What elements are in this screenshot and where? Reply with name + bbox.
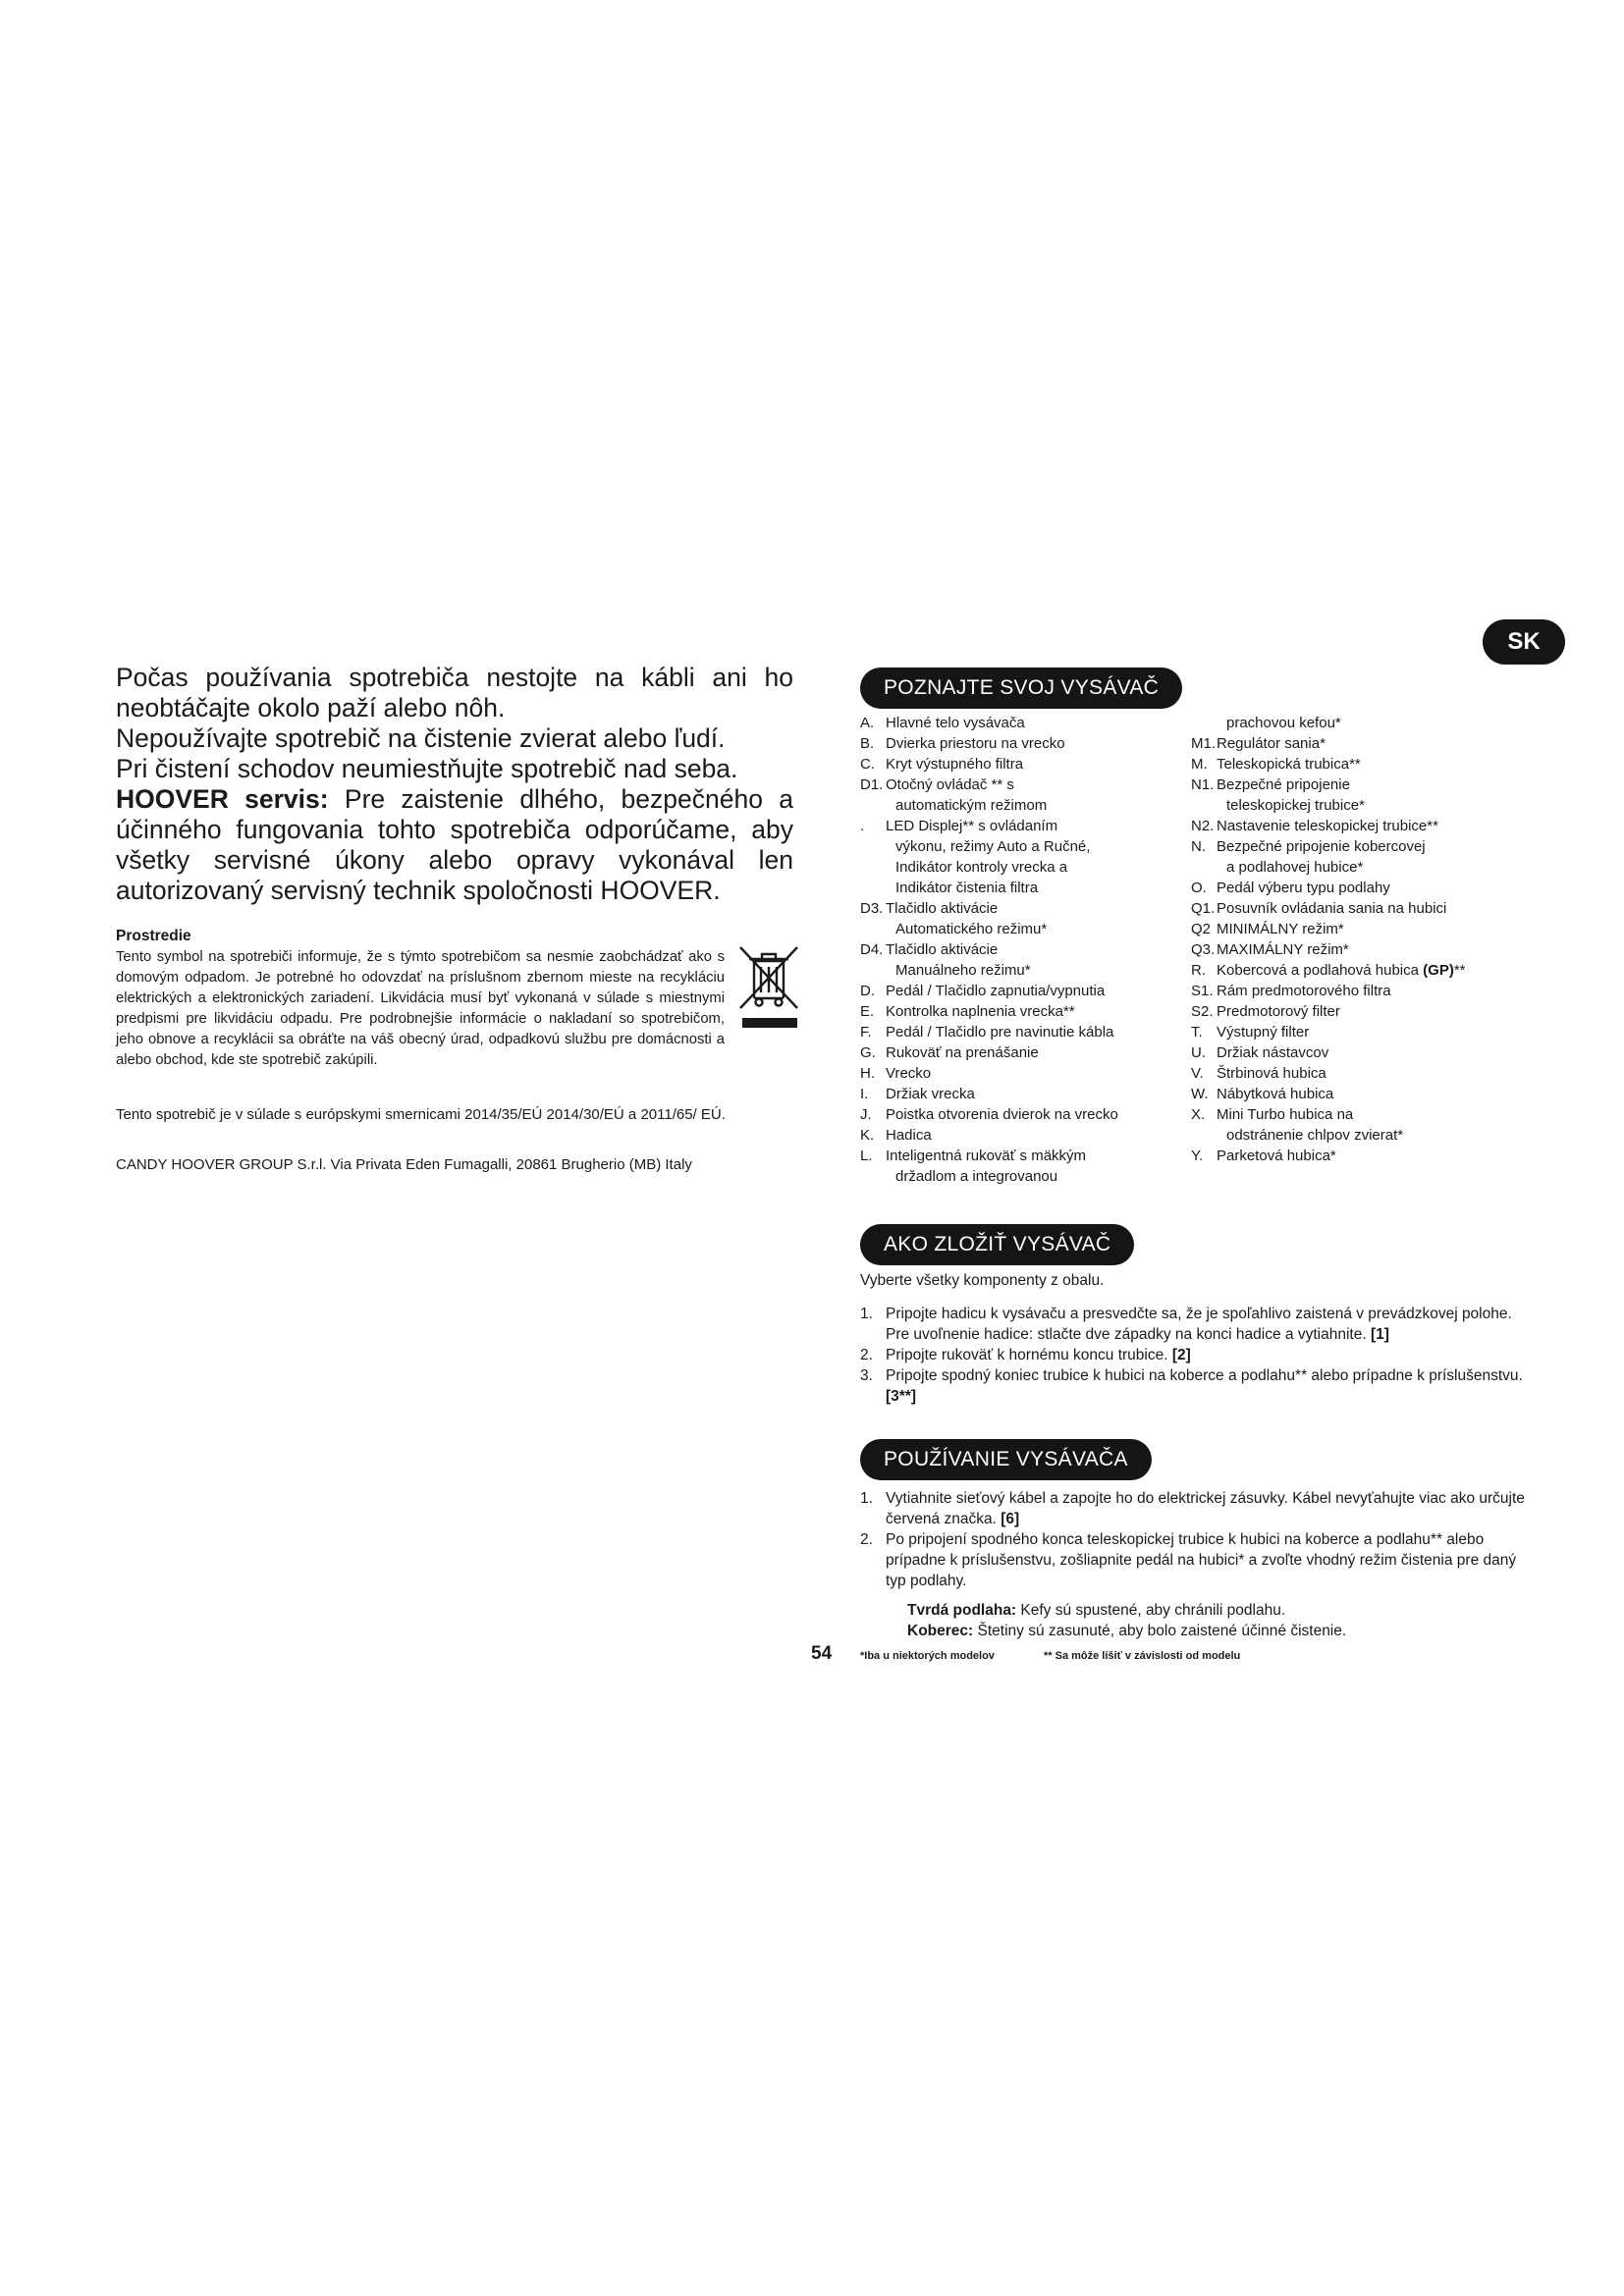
footnote-some-models: *Iba u niektorých modelov <box>860 1650 995 1662</box>
part-label <box>886 898 998 919</box>
use-steps <box>860 1488 1538 1591</box>
part-code: Q1. <box>1191 900 1216 917</box>
parts-list-right <box>1191 713 1544 1166</box>
part-code <box>860 795 886 816</box>
step-text: Vytiahnite sieťový kábel a zapojte ho do elektrickej zásuvky. Kábel nevyťahujte viac ako určujte červená značka. <box>886 1490 1525 1527</box>
step-number: 1. <box>860 1490 873 1507</box>
weee-bin-icon <box>734 941 805 1032</box>
part-code: M. <box>1191 756 1208 773</box>
part-text: Hadica <box>886 1127 932 1144</box>
part-item <box>1191 816 1544 836</box>
part-label <box>1217 1042 1328 1063</box>
section-assemble: AKO ZLOŽIŤ VYSÁVAČ <box>860 1224 1134 1265</box>
part-text: Indikátor čistenia filtra <box>895 880 1039 896</box>
part-item <box>860 774 1194 795</box>
part-label <box>886 939 998 960</box>
part-item <box>860 713 1194 733</box>
step-number: 1. <box>860 1306 873 1322</box>
part-label <box>1217 795 1365 816</box>
part-text: Výstupný filter <box>1217 1024 1310 1041</box>
part-code <box>860 836 886 857</box>
part-label <box>1217 774 1350 795</box>
part-label <box>1217 919 1344 939</box>
environment-section <box>116 947 793 1071</box>
part-code: Q3. <box>1191 941 1216 958</box>
figure-reference: [2] <box>1171 1347 1191 1363</box>
part-text: Rám predmotorového filtra <box>1217 983 1391 999</box>
step-body <box>886 1304 1538 1345</box>
part-label <box>1217 939 1349 960</box>
step-text: Po pripojení spodného konca teleskopickej trubice k hubici na koberce a podlahu** alebo prípadne k príslušenstvu, zošliapnite pedál na hubici* a zvoľte vhodný režim čistenia pre daný typ podlahy. <box>886 1531 1517 1589</box>
part-label <box>1217 1022 1309 1042</box>
part-label <box>886 1084 975 1104</box>
service-text: Pre zaistenie dlhého, bezpečného a účinného fungovania tohto spotrebiča odporúčame, aby všetky servisné úkony alebo opravy vykonával len autorizovaný servisný technik spoločnosti HOOVER. <box>116 784 793 905</box>
part-text: Nábytková hubica <box>1217 1086 1334 1102</box>
part-text: teleskopickej trubice* <box>1226 797 1365 814</box>
part-label <box>886 1166 1057 1187</box>
hard-floor-line <box>860 1600 1538 1621</box>
step-text: Pripojte rukoväť k hornému koncu trubice. <box>886 1347 1168 1363</box>
warning-cable: Počas používania spotrebiča nestojte na kábli ani ho neobtáčajte okolo paží alebo nôh. <box>116 663 793 722</box>
step-body <box>886 1365 1538 1407</box>
part-item <box>1191 1084 1544 1104</box>
part-label <box>886 754 1023 774</box>
part-item <box>1191 919 1544 939</box>
part-code <box>1191 713 1217 733</box>
part-code <box>1191 857 1217 878</box>
part-code: D1. <box>860 776 884 793</box>
part-code: Q2 <box>1191 921 1212 937</box>
part-code: H. <box>860 1065 875 1082</box>
part-code: X. <box>1191 1106 1206 1123</box>
part-item <box>1191 960 1544 981</box>
part-code <box>860 1166 886 1187</box>
section-using: POUŽÍVANIE VYSÁVAČA <box>860 1439 1152 1480</box>
part-text: Kobercová a podlahová hubica <box>1217 962 1419 979</box>
part-code <box>860 919 886 939</box>
part-code: D. <box>860 983 875 999</box>
part-item <box>1191 939 1544 960</box>
part-text: prachovou kefou* <box>1226 715 1341 731</box>
part-text: automatickým režimom <box>895 797 1048 814</box>
part-text: Otočný ovládač ** s <box>886 776 1014 793</box>
part-item <box>860 733 1194 754</box>
step-body <box>886 1488 1538 1529</box>
part-label <box>886 1001 1075 1022</box>
part-code: M1. <box>1191 735 1217 752</box>
part-code: I. <box>860 1086 869 1102</box>
part-item <box>860 1104 1194 1125</box>
part-item <box>1191 795 1544 816</box>
part-label <box>1217 1125 1403 1146</box>
carpet-text: Štetiny sú zasunuté, aby bolo zaistené účinné čistenie. <box>977 1623 1347 1639</box>
part-text: Vrecko <box>886 1065 932 1082</box>
hard-floor-label: Tvrdá podlaha: <box>907 1602 1017 1619</box>
part-text: Dvierka priestoru na vrecko <box>886 735 1065 752</box>
part-item <box>1191 1125 1544 1146</box>
figure-reference: [1] <box>1370 1326 1389 1343</box>
carpet-label: Koberec: <box>907 1623 974 1639</box>
part-item <box>860 1022 1194 1042</box>
part-text: odstránenie chlpov zvierat* <box>1226 1127 1404 1144</box>
part-text: Parketová hubica* <box>1217 1148 1336 1164</box>
part-code: F. <box>860 1024 872 1041</box>
part-item <box>860 878 1194 898</box>
part-code: J. <box>860 1106 872 1123</box>
part-label <box>886 857 1067 878</box>
part-label <box>886 1125 932 1146</box>
part-text: Nastavenie teleskopickej trubice** <box>1217 818 1438 834</box>
part-item <box>860 1001 1194 1022</box>
part-label <box>886 1104 1118 1125</box>
part-code: V. <box>1191 1065 1204 1082</box>
part-text: Posuvník ovládania sania na hubici <box>1217 900 1447 917</box>
part-text: Pedál / Tlačidlo pre navinutie kábla <box>886 1024 1114 1041</box>
part-text: Inteligentná rukoväť s mäkkým <box>886 1148 1087 1164</box>
part-code: O. <box>1191 880 1207 896</box>
part-label <box>886 1146 1086 1166</box>
part-item <box>1191 981 1544 1001</box>
environment-text: Tento symbol na spotrebiči informuje, že s týmto spotrebičom sa nesmie zaobchádzať ako s domovým odpadom. Je potrebné ho odovzdať na príslušnom zbernom mieste na recykláciu elektrických a elektronických zariadení. Likvidácia musí byť vykonaná v súlade s miestnymi predpismi pre likvidáciu odpadu. Pre podrobnejšie informácie o nakladaní so spotrebičom, jeho obnove a recyklácii sa obráťte na váš obecný úrad, odpadkovú službu pre domácnosti a alebo obchod, kde ste spotrebič zakúpili. <box>116 949 725 1068</box>
part-item <box>860 795 1194 816</box>
step-number: 2. <box>860 1531 873 1548</box>
part-text: Držiak vrecka <box>886 1086 975 1102</box>
part-item <box>1191 733 1544 754</box>
part-label <box>886 713 1025 733</box>
part-item <box>1191 774 1544 795</box>
part-item <box>860 919 1194 939</box>
part-text: Bezpečné pripojenie <box>1217 776 1350 793</box>
part-code <box>860 960 886 981</box>
part-bold-code: (GP) <box>1423 962 1454 979</box>
part-text: Manuálneho režimu* <box>895 962 1031 979</box>
part-code: N. <box>1191 838 1206 855</box>
part-item <box>1191 1146 1544 1166</box>
part-label <box>886 795 1047 816</box>
part-item <box>860 981 1194 1001</box>
step-body <box>886 1345 1538 1365</box>
part-label <box>1217 836 1426 857</box>
part-item <box>860 1146 1194 1166</box>
part-text: MAXIMÁLNY režim* <box>1217 941 1349 958</box>
part-code: G. <box>860 1044 876 1061</box>
floor-modes <box>860 1600 1538 1641</box>
part-label <box>886 733 1065 754</box>
part-item <box>860 939 1194 960</box>
part-label <box>1217 1084 1333 1104</box>
part-item <box>860 857 1194 878</box>
part-item <box>1191 754 1544 774</box>
company-address: CANDY HOOVER GROUP S.r.l. Via Privata Eden Fumagalli, 20861 Brugherio (MB) Italy <box>116 1156 692 1173</box>
part-label <box>1217 1146 1336 1166</box>
part-code <box>860 878 886 898</box>
part-item <box>860 1125 1194 1146</box>
part-code: K. <box>860 1127 875 1144</box>
compliance-text: Tento spotrebič je v súlade s európskymi smernicami 2014/35/EÚ 2014/30/EÚ a 2011/65/ EÚ. <box>116 1106 726 1123</box>
part-code: T. <box>1191 1024 1203 1041</box>
part-label <box>1217 857 1363 878</box>
section-know-your-vacuum: POZNAJTE SVOJ VYSÁVAČ <box>860 667 1182 709</box>
part-code: E. <box>860 1003 875 1020</box>
part-text: Automatického režimu* <box>895 921 1048 937</box>
part-item <box>860 1084 1194 1104</box>
step-number: 3. <box>860 1367 873 1384</box>
part-item <box>860 836 1194 857</box>
part-text: Indikátor kontroly vrecka a <box>895 859 1068 876</box>
part-item <box>1191 1104 1544 1125</box>
parts-list-left <box>860 713 1194 1187</box>
assemble-intro: Vyberte všetky komponenty z obalu. <box>860 1272 1105 1289</box>
part-text: Hlavné telo vysávača <box>886 715 1025 731</box>
part-label <box>1217 960 1466 981</box>
warning-stairs: Pri čistení schodov neumiestňujte spotrebič nad seba. <box>116 754 738 783</box>
part-code: C. <box>860 756 875 773</box>
part-label <box>886 919 1047 939</box>
step-body <box>886 1529 1538 1591</box>
carpet-line <box>860 1621 1538 1641</box>
part-code: A. <box>860 715 875 731</box>
safety-warnings <box>116 663 793 906</box>
part-code: L. <box>860 1148 873 1164</box>
part-code: B. <box>860 735 875 752</box>
part-item <box>860 898 1194 919</box>
part-code <box>1191 795 1217 816</box>
part-text: Kryt výstupného filtra <box>886 756 1024 773</box>
language-badge: SK <box>1483 619 1565 665</box>
part-item <box>860 816 1194 836</box>
part-label <box>1217 1104 1353 1125</box>
part-label <box>1217 816 1438 836</box>
part-label <box>886 1022 1113 1042</box>
part-label <box>886 774 1014 795</box>
part-label <box>1217 733 1326 754</box>
part-text: držadlom a integrovanou <box>895 1168 1058 1185</box>
part-text: Tlačidlo aktivácie <box>886 941 999 958</box>
page-number: 54 <box>811 1643 833 1664</box>
part-text: Predmotorový filter <box>1217 1003 1340 1020</box>
figure-reference: [3**] <box>886 1388 917 1405</box>
part-item <box>1191 836 1544 857</box>
part-label <box>886 878 1038 898</box>
part-text: LED Displej** s ovládaním <box>886 818 1058 834</box>
part-label <box>1217 754 1361 774</box>
part-item <box>1191 1042 1544 1063</box>
part-text: MINIMÁLNY režim* <box>1217 921 1344 937</box>
part-text: Poistka otvorenia dvierok na vrecko <box>886 1106 1118 1123</box>
environment-title: Prostredie <box>116 928 191 944</box>
part-text: výkonu, režimy Auto a Ručné, <box>895 838 1091 855</box>
instruction-step <box>860 1345 1538 1365</box>
service-heading: HOOVER servis: <box>116 784 329 814</box>
part-code: D3. <box>860 900 884 917</box>
part-text: Držiak nástavcov <box>1217 1044 1329 1061</box>
part-item <box>860 754 1194 774</box>
part-text: Regulátor sania* <box>1217 735 1326 752</box>
part-text: Štrbinová hubica <box>1217 1065 1326 1082</box>
instruction-step <box>860 1365 1538 1407</box>
step-text: Pripojte spodný koniec trubice k hubici na koberce a podlahu** alebo prípadne k príslušenstvu. <box>886 1367 1523 1384</box>
part-code: R. <box>1191 962 1206 979</box>
part-label <box>886 960 1031 981</box>
part-code: Y. <box>1191 1148 1204 1164</box>
part-code <box>860 857 886 878</box>
part-item <box>860 1042 1194 1063</box>
part-text: Mini Turbo hubica na <box>1217 1106 1354 1123</box>
part-item <box>860 1063 1194 1084</box>
part-item <box>860 1166 1194 1187</box>
step-text: Pripojte hadicu k vysávaču a presvedčte sa, že je spoľahlivo zaistená v prevádzkovej polohe. Pre uvoľnenie hadice: stlačte dve západky na konci hadice a vytiahnite. <box>886 1306 1512 1343</box>
part-text: Rukoväť na prenášanie <box>886 1044 1039 1061</box>
part-text: Bezpečné pripojenie kobercovej <box>1217 838 1426 855</box>
part-code: S2. <box>1191 1003 1214 1020</box>
part-label <box>1217 713 1341 733</box>
part-code: U. <box>1191 1044 1206 1061</box>
instruction-step <box>860 1529 1538 1591</box>
part-item <box>1191 1022 1544 1042</box>
part-item <box>860 960 1194 981</box>
warning-animals: Nepoužívajte spotrebič na čistenie zvierat alebo ľudí. <box>116 723 726 753</box>
part-label <box>886 1042 1039 1063</box>
part-tail: ** <box>1453 962 1466 979</box>
part-label <box>1217 878 1390 898</box>
left-column <box>116 663 793 1175</box>
part-code: N2. <box>1191 818 1215 834</box>
figure-reference: [6] <box>1001 1511 1020 1527</box>
part-code: . <box>860 818 865 834</box>
part-code: N1. <box>1191 776 1215 793</box>
part-item <box>1191 1001 1544 1022</box>
hard-floor-text: Kefy sú spustené, aby chránili podlahu. <box>1020 1602 1286 1619</box>
part-label <box>1217 1001 1340 1022</box>
part-label <box>886 1063 931 1084</box>
part-label <box>1217 1063 1326 1084</box>
part-label <box>1217 981 1391 1001</box>
part-text: Pedál / Tlačidlo zapnutia/vypnutia <box>886 983 1106 999</box>
part-text: Pedál výberu typu podlahy <box>1217 880 1390 896</box>
assemble-steps <box>860 1304 1538 1407</box>
part-item <box>1191 857 1544 878</box>
part-item <box>1191 898 1544 919</box>
instruction-step <box>860 1304 1538 1345</box>
instruction-step <box>860 1488 1538 1529</box>
part-text: Teleskopická trubica** <box>1217 756 1361 773</box>
part-text: Tlačidlo aktivácie <box>886 900 999 917</box>
part-item <box>1191 1063 1544 1084</box>
step-number: 2. <box>860 1347 873 1363</box>
part-code: S1. <box>1191 983 1214 999</box>
part-item <box>1191 713 1544 733</box>
part-code: W. <box>1191 1086 1209 1102</box>
footnote-may-vary: ** Sa môže líšiť v závislosti od modelu <box>1044 1650 1241 1662</box>
part-code: D4. <box>860 941 884 958</box>
part-item <box>1191 878 1544 898</box>
part-label <box>886 981 1105 1001</box>
part-code <box>1191 1125 1217 1146</box>
part-text: Kontrolka naplnenia vrecka** <box>886 1003 1075 1020</box>
part-label <box>1217 898 1446 919</box>
part-label <box>886 836 1090 857</box>
part-label <box>886 816 1057 836</box>
part-text: a podlahovej hubice* <box>1226 859 1364 876</box>
